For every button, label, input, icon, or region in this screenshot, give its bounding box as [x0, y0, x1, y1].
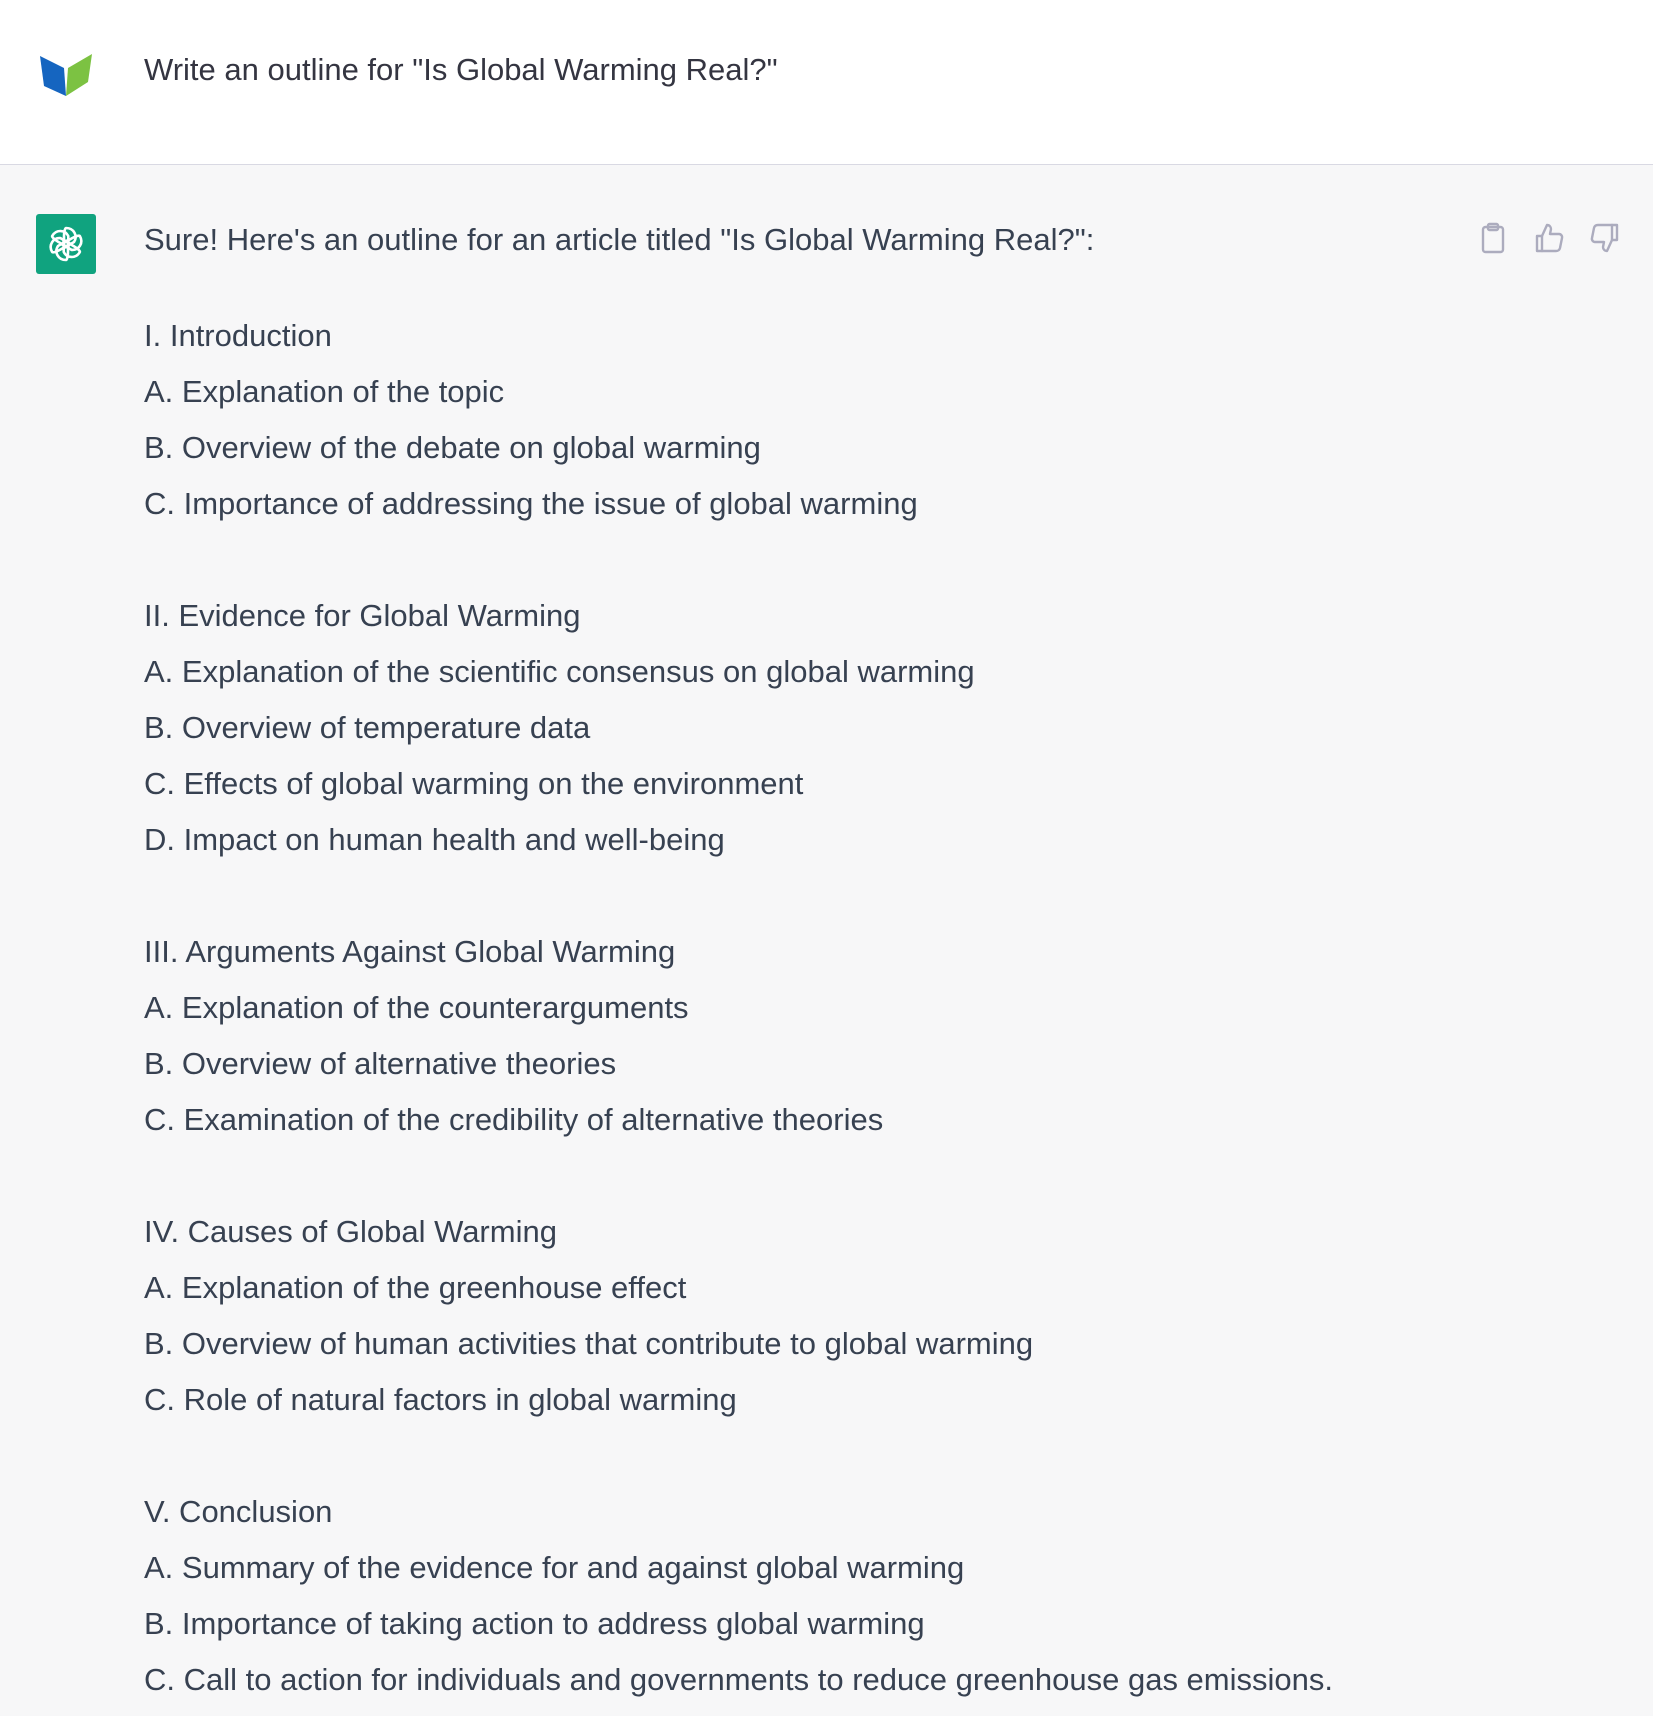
assistant-message-row — [0, 166, 1653, 1715]
section-heading: II. Evidence for Global Warming — [144, 598, 581, 633]
section-heading: III. Arguments Against Global Warming — [144, 934, 676, 969]
outline-item: B. Overview of alternative theories — [144, 1046, 617, 1081]
outline-item: C. Examination of the credibility of alternative theories — [144, 1102, 884, 1137]
user-message-row — [0, 0, 1653, 165]
section-heading: IV. Causes of Global Warming — [144, 1214, 557, 1249]
thumbs-down-button[interactable] — [1587, 220, 1623, 256]
outline-section — [144, 1492, 1584, 1716]
section-heading: I. Introduction — [144, 318, 332, 353]
outline-item: A. Explanation of the greenhouse effect — [144, 1270, 687, 1305]
outline-section — [144, 1212, 1584, 1436]
outline-item: D. Impact on human health and well-being — [144, 822, 725, 857]
assistant-response — [144, 220, 1584, 1716]
outline-section — [144, 932, 1584, 1156]
outline-section — [144, 596, 1584, 876]
outline-item: A. Explanation of the scientific consensus on global warming — [144, 654, 975, 689]
outline-item: B. Overview of human activities that contribute to global warming — [144, 1326, 1034, 1361]
outline-item: C. Importance of addressing the issue of global warming — [144, 486, 918, 521]
outline-item: A. Explanation of the topic — [144, 374, 505, 409]
outline-item: C. Role of natural factors in global warming — [144, 1382, 737, 1417]
response-intro: Sure! Here's an outline for an article titled "Is Global Warming Real?": — [144, 222, 1095, 257]
outline-item: B. Overview of the debate on global warming — [144, 430, 761, 465]
outline-item: A. Summary of the evidence for and against global warming — [144, 1550, 965, 1585]
outline-item: C. Call to action for individuals and governments to reduce greenhouse gas emissions. — [144, 1662, 1333, 1697]
user-message-text: Write an outline for "Is Global Warming Real?" — [144, 52, 778, 87]
thumbs-down-icon — [1589, 222, 1621, 254]
outline-section — [144, 316, 1584, 540]
outline-item: C. Effects of global warming on the environment — [144, 766, 804, 801]
section-heading: V. Conclusion — [144, 1494, 333, 1529]
book-logo-icon — [36, 46, 96, 106]
outline-item: B. Overview of temperature data — [144, 710, 591, 745]
outline-item: A. Explanation of the counterarguments — [144, 990, 689, 1025]
openai-logo-icon — [36, 214, 96, 274]
outline-item: B. Importance of taking action to address global warming — [144, 1606, 925, 1641]
